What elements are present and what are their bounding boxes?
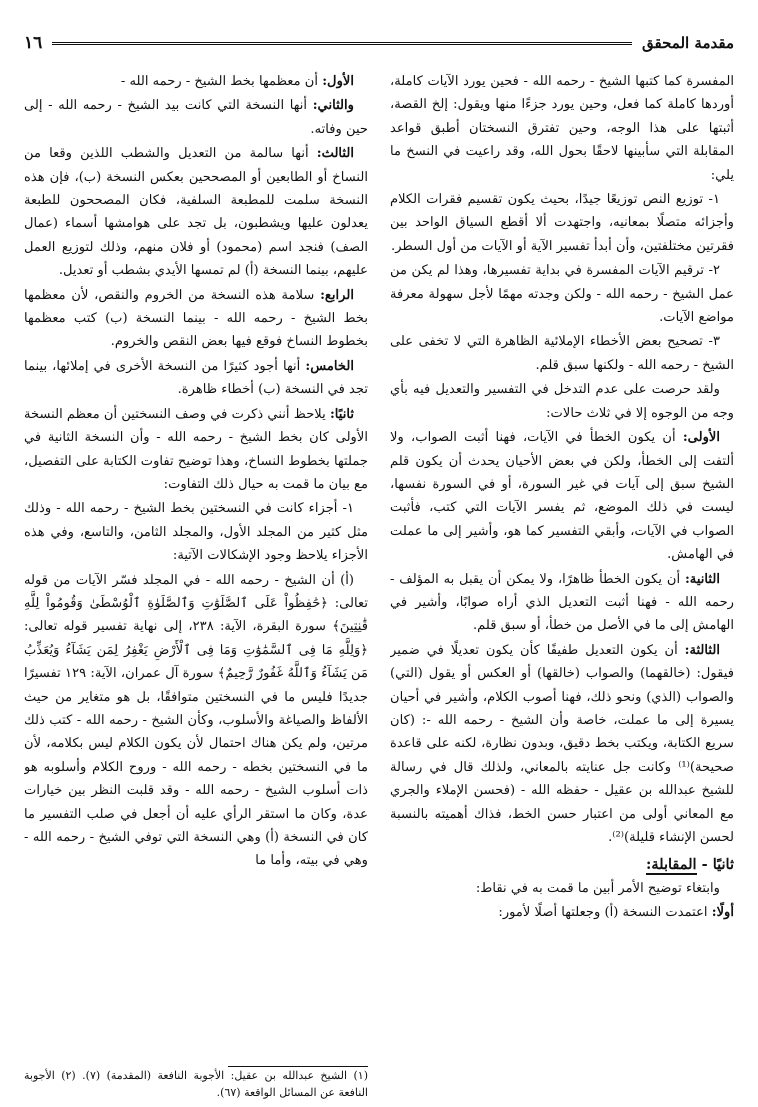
paragraph-text: أن يكون التعديل طفيفًا كأن يكون تعديلًا في ضمير فيقول: (خالقهما) والصواب (خالقها) أو العكس أو يقول (التي) والصواب (الذي) ونحو ذلك، فهنا أصوب الكلام، وأشير في أحيان يسيرة إلى ما عملت، خاصة وأن الشيخ - رحمه الله -: (كان سريع الكتابة، ويكتب بخط دقيق، وبدون نظارة، لكنه على قاعدة صحيحة)⁽¹⁾ وكانت جل عنايته بالمعاني، ولذلك قال في رسالة للشيخ عبدالله بن عقيل - حفظه الله - (فحسن الإملاء والجري مع المعاني أولى من اعتبار حسن الخط، فذاك أهميته بالنسبة لحسن الإنشاء قليلة)⁽²⁾. xyxy=(390,642,734,845)
text-columns xyxy=(24,70,734,1080)
right-column xyxy=(390,70,734,1080)
paragraph xyxy=(24,142,368,282)
paragraph xyxy=(24,70,368,93)
footnote-text: (١) الشيخ عبدالله بن عقيل: الأجوبة النافعة (المقدمة) (٧). (٢) الأجوبة النافعة عن المسائل الواقعة (٦٧). xyxy=(24,1069,369,1099)
paragraph-text: أنها سالمة من التعديل والشطب اللذين وقعا من النساخ أو الطابعين أو المصححين بعكس النسخة (ب)، فإن هذه النسخة سلمت للمطبعة السلفية، فكان المصححون للطبعة يعدلون عليها ويشطبون، بل تجد على هوامشها أسماء (عمال الصف) فنجد اسم (محمود) أو فلان منهم، وذلك لتوزيع العمل عليهم، بينما النسخة (أ) لم تمسها الأيدي بشطب أو تعديل. xyxy=(24,146,368,279)
page-number: ١٦ xyxy=(24,33,43,53)
paragraph xyxy=(24,94,368,141)
paragraph: ٣- تصحيح بعض الأخطاء الإملائية الظاهرة التي لا تخفى على الشيخ - رحمه الله - ولكنها سبق قلم. xyxy=(390,334,734,373)
paragraph xyxy=(390,568,734,638)
paragraph-text: يلاحظ أنني ذكرت في وصف النسختين أن معظم النسخة الأولى كان بخط الشيخ - رحمه الله - وأن النسخة الثانية في جملتها بخطوط النساخ، وهذا توضيح تفاوت الكتابة على التفصيل، مع بيان ما قمت به حيال ذلك التفاوت: xyxy=(24,406,368,492)
paragraph-text: اعتمدت النسخة (أ) وجعلتها أصلًا لأمور: xyxy=(498,905,712,921)
left-column xyxy=(24,70,368,1080)
paragraph-text: أنها النسخة التي كانت بيد الشيخ - رحمه الله - إلى حين وفاته. xyxy=(24,98,368,137)
paragraph xyxy=(390,639,734,850)
running-title: مقدمة المحقق xyxy=(642,34,734,52)
paragraph: المفسرة كما كتبها الشيخ - رحمه الله - فحين يورد الآيات كاملة، أوردها كاملة كما فعل، وحين يورد جزءًا منها ويقول: إلخ القصة، أثبتها على هذا الوجه، وحين تفترق النسختان أطبق قواعد المقابلة التي سأبينها لاحقًا بحول الله، وقد راعيت في النسخ ما يلي: xyxy=(390,74,734,183)
page-header xyxy=(24,30,734,56)
paragraph-text: أن معظمها بخط الشيخ - رحمه الله - xyxy=(120,74,323,89)
paragraph: ولقد حرصت على عدم التدخل في التفسير والتعديل فيه بأي وجه من الوجوه إلا في ثلاث حالات: xyxy=(390,382,734,421)
paragraph-label: الأول: xyxy=(322,74,354,89)
footnotes xyxy=(24,1066,368,1101)
paragraph-label: الثالثة: xyxy=(684,642,720,658)
header-rule xyxy=(52,42,632,45)
paragraph-text: أن يكون الخطأ ظاهرًا، ولا يمكن أن يقبل به المؤلف - رحمه الله - فهنا أثبت التعديل الذي أراه صوابًا، وأشير في الهامش إلى ما في الأصل من خطأ، أو سبق قلم. xyxy=(390,571,734,634)
paragraph-text: أنها أجود كثيرًا من النسخة الأخرى في إملائها، بينما تجد في النسخة (ب) أخطاء ظاهرة. xyxy=(24,358,368,398)
paragraph xyxy=(24,355,368,402)
paragraph-label: الثانية: xyxy=(684,571,720,587)
paragraph-label: الثالث: xyxy=(316,146,354,162)
paragraph-label: الأولى: xyxy=(682,430,720,446)
paragraph-text: سلامة هذه النسخة من الخروم والنقص، لأن معظمها بخط الشيخ - رحمه الله - بينما النسخة (ب) كتب معظمها بخطوط النساخ فوقع فيها بعض النقص والخروم. xyxy=(24,287,368,350)
paragraph: ١- توزيع النص توزيعًا جيدًا، بحيث يكون تقسيم فقرات الكلام وأجزائه متصلًا بمعانيه، واجتهدت ألا أقطع السياق الواحد بين فقرتين مختلفتين، وأن أبدأ تفسير الآية أو الآيات من أول السطر. xyxy=(390,192,734,254)
paragraph xyxy=(390,426,734,566)
paragraph-label: الخامس: xyxy=(305,358,354,374)
paragraph-label: الرابع: xyxy=(320,287,354,303)
paragraph: ١- أجزاء كانت في النسختين بخط الشيخ - رحمه الله - وذلك مثل كثير من المجلد الأول، والمجلد الثامن، والتاسع، وفي هذه الأجزاء يلاحظ وجود الإشكالات الآتية: xyxy=(24,501,368,564)
paragraph-label: ثانيًا: xyxy=(329,406,354,422)
section-title: المقابلة: xyxy=(646,856,697,874)
paragraph xyxy=(24,284,368,354)
paragraph xyxy=(390,901,734,924)
paragraph-text: أن يكون الخطأ في الآيات، فهنا أثبت الصواب، ولا ألتفت إلى الخطأ، ولكن في بعض الأحيان يحدث أن يكون قلم الشيخ سبق إلى آيات في غير السورة، أو في السورة نفسها، ليست في ذلك الموضع، ثم يفسر الآيات التي كتب، فأثبت الصواب في الآيات، وأبقي التفسير كما هو، وأشير إلى ما عملت في الهامش. xyxy=(390,430,734,563)
paragraph: ٢- ترقيم الآيات المفسرة في بداية تفسيرها، وهذا لم يكن من عمل الشيخ - رحمه الله - ولكن وجدته مهمًا لأجل سهولة معرفة مواضع الآيات. xyxy=(390,263,734,326)
paragraph xyxy=(24,403,368,497)
paragraph: (أ) أن الشيخ - رحمه الله - في المجلد فسّر الآيات من قوله تعالى: ﴿حَٰفِظُواْ عَلَى ٱلصَّلَوَٰتِ وَٱلصَّلَوٰةِ ٱلْوُسْطَىٰ وَقُومُواْ لِلَّهِ قَٰنِتِينَ﴾ سورة البقرة، الآية: ٢٣٨، إلى نهاية تفسير قوله تعالى: ﴿وَلِلَّهِ مَا فِى ٱلسَّمَٰوَٰتِ وَمَا فِى ٱلْأَرْضِ يَغْفِرُ لِمَن يَشَآءُ وَيُعَذِّبُ مَن يَشَآءُ وَٱللَّهُ غَفُورٌ رَّحِيمٌ﴾ سورة آل عمران، الآية: ١٢٩ تفسيرًا جديدًا فليس ما في النسختين متوافقًا، بل هو متغاير من حيث الألفاظ والصياغة والأسلوب، وكأن الشيخ - رحمه الله - كتب ذلك مرتين، ولم يكن هناك احتمال لأن يكون الكلام ليس بكلامه، لأن ما في النسختين بخطه - رحمه الله - وروح الكلام وأسلوبه هو ذات أسلوب الشيخ - رحمه الله - وقد قلبت النظر بين خيارات عدة، وكان ما استقر الرأي عليه أن أجعل في صلب التفسير ما كان في النسخة (أ) وهي النسخة التي توفي الشيخ - رحمه الله - وهي في بيته، وأما ما xyxy=(24,572,368,869)
section-label: ثانيًا - xyxy=(701,856,734,874)
paragraph-label: أولًا: xyxy=(711,905,734,921)
paragraph: وابتغاء توضيح الأمر أبين ما قمت به في نقاط: xyxy=(475,880,720,896)
paragraph-label: والثاني: xyxy=(312,98,354,114)
section-heading xyxy=(390,853,734,876)
